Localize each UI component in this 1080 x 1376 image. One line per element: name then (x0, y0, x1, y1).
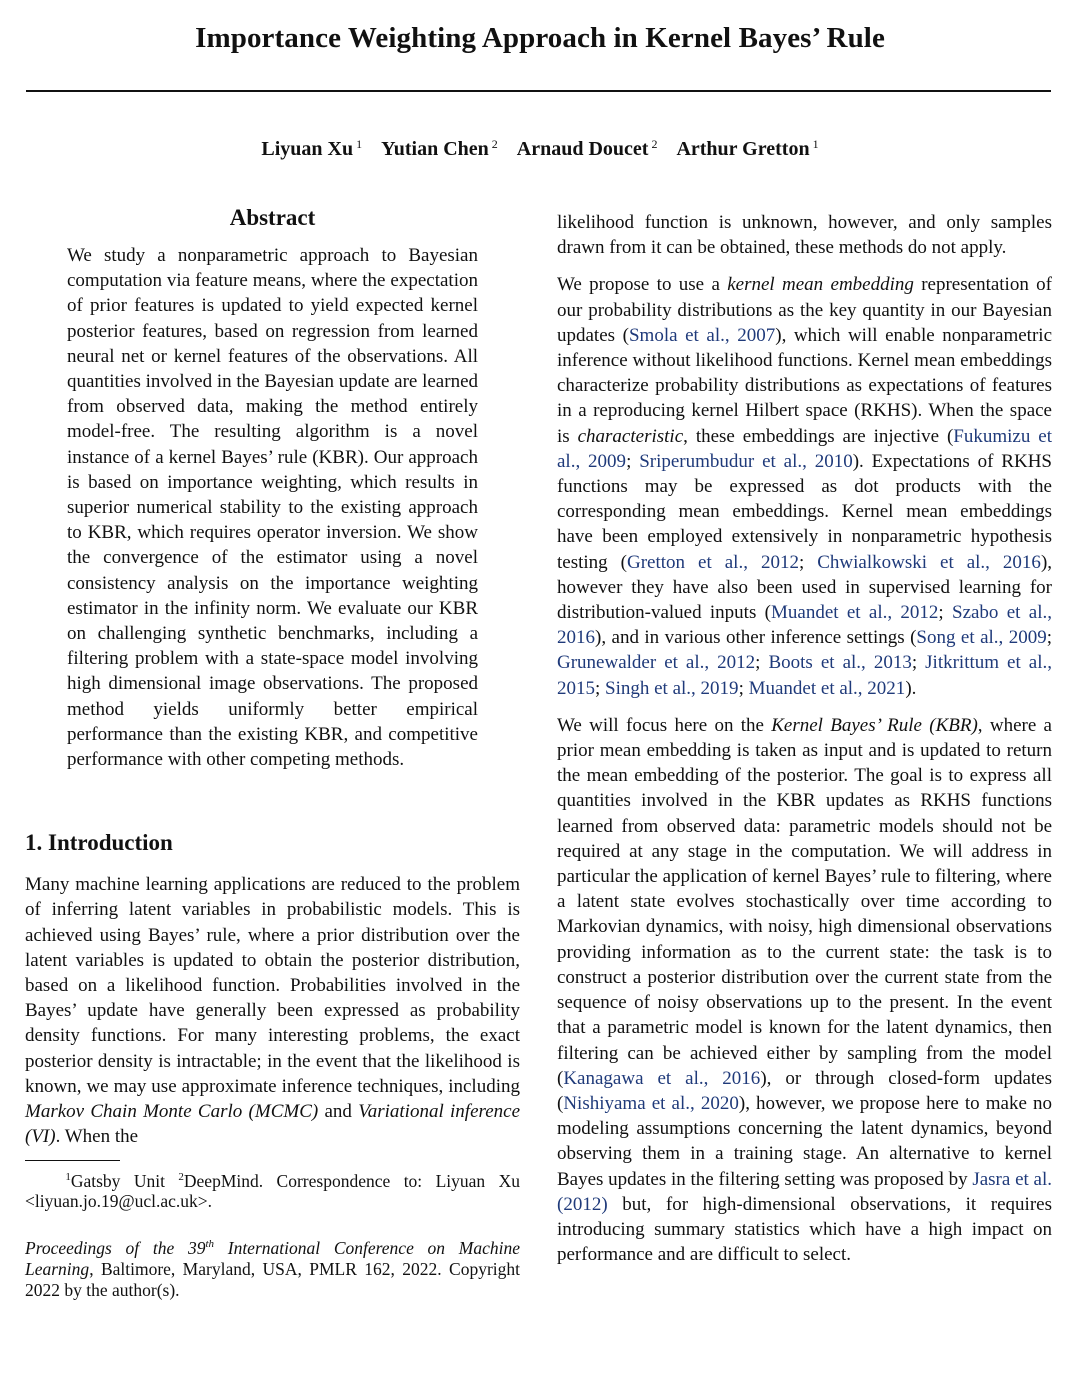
citation-link[interactable]: Boots et al., 2013 (768, 652, 912, 674)
text-run: ; (738, 677, 749, 699)
text-run: ; (1046, 627, 1053, 649)
text-run: , where a prior mean embedding is taken as input and is updated to return the mean embedding of the posterior. The goal is to express all quantities involved in the KBR updates as RKHS functions learned from observed data: parametric models should not be required at any stage in the computation. We will address in particular the application of kernel Bayes’ rule to filtering, where a latent state evolves stochastically over time according to Markovian dynamics, with noisy, high dimensional observations providing information as to the current state: the task is to construct a posterior distribution over the current state from the sequence of noisy observations up to the present. In the event that a parametric model is known for the latent dynamics, then filtering can be achieved either by sampling from the model ( (557, 714, 1052, 1089)
emphasis-term: Markov Chain Monte Carlo (MCMC) (25, 1101, 319, 1123)
text-run: , Baltimore, Maryland, USA, PMLR 162, 2022. Copyright 2022 by the author(s). (25, 1259, 520, 1301)
emphasis-term: Kernel Bayes’ Rule (KBR) (771, 714, 978, 736)
proceedings-note (25, 1234, 520, 1301)
text-run: Proceedings of the 39 (25, 1238, 206, 1259)
text-run: ; (938, 602, 952, 624)
citation-link[interactable]: Sriperumbudur et al., 2010 (639, 450, 853, 472)
section-heading-introduction: 1. Introduction (25, 830, 173, 856)
author-affiliation: 2 (491, 137, 498, 151)
body-paragraph (557, 272, 1052, 700)
citation-link[interactable]: Jitkrittum et al., 2015 (557, 652, 1053, 699)
text-run: . When the (55, 1126, 139, 1148)
citation-link[interactable]: Jasra et al. (2012) (557, 1168, 1052, 1215)
text-run: and (318, 1101, 359, 1123)
text-run: International Conference on Machine Learning (25, 1238, 520, 1280)
abstract-heading: Abstract (229, 205, 316, 230)
author-affiliation: 1 (356, 137, 363, 151)
text-run: ). Expectations of RKHS functions may be expressed as dot products with the corresponding mean embeddings. Kernel mean embeddings have been employed extensively in nonparametric hypothesis testing ( (557, 450, 1052, 573)
citation-link[interactable]: Singh et al., 2019 (605, 677, 739, 699)
text-run: ), or through closed-form updates ( (557, 1067, 1052, 1114)
author (517, 138, 658, 160)
citation-link[interactable]: Szabo et al., 2016 (557, 602, 1052, 649)
intro-paragraph (25, 872, 520, 1149)
abstract-text: We study a nonparametric approach to Bayesian computation via feature means, where the expectation of prior features is updated to yield expected kernel posterior features, based on regression from learned neural net or kernel features of the observations. All quantities involved in the Bayesian update are learned from observed data, making the method entirely model-free. The resulting algorithm is a novel instance of a kernel Bayes’ rule (KBR). Our approach is based on importance weighting, which results in superior numerical stability to the existing approach to KBR, which requires operator inversion. We show the convergence of the estimator using a novel consistency analysis on the importance weighting estimator in the infinity norm. We evaluate our KBR on challenging synthetic benchmarks, including a filtering problem with a state-space model involving high dimensional image observations. The proposed method yields uniformly better empirical performance than the existing KBR, and competitive performance with other competing methods. (67, 245, 478, 771)
text-run: ; (626, 450, 640, 472)
citation-link[interactable]: Grunewalder et al., 2012 (557, 652, 756, 674)
text-run: ), and in various other inference settings ( (595, 627, 917, 649)
author-affiliation: 1 (812, 137, 819, 151)
paper-title: Importance Weighting Approach in Kernel Bayes’ Rule (195, 22, 885, 54)
title-rule (26, 90, 1051, 92)
text-run: ; (798, 551, 818, 573)
author (261, 138, 362, 160)
text-run: , these embeddings are injective ( (683, 425, 954, 447)
citation-link[interactable]: Fukumizu et al., 2009 (557, 425, 1052, 472)
author-affiliation: 2 (651, 137, 658, 151)
affiliation-footnote (25, 1167, 520, 1213)
text-run: Many machine learning applications are reduced to the problem of inferring latent variables in probabilistic models. This is achieved using Bayes’ rule, where a prior distribution over the latent variables is updated to obtain the posterior distribution, based on a likelihood function. Probabilities involved in the Bayes’ update have generally been expressed as probability density functions. For many interesting problems, the exact posterior density is intractable; in the event that the likelihood is known, we may use approximate inference techniques, including (25, 874, 520, 1097)
text-run: DeepMind. Correspondence to: Liyuan Xu <liyuan.jo.19@ucl.ac.uk>. (25, 1170, 520, 1212)
author (381, 138, 498, 160)
author (676, 138, 818, 160)
body-paragraph (557, 713, 1052, 1267)
text-run: We will focus here on the (557, 714, 772, 736)
emphasis-term: Variational inference (VI) (25, 1101, 521, 1148)
ordinal-suffix: th (205, 1238, 215, 1251)
body-paragraph: likelihood function is unknown, however, and only samples drawn from it can be obtained, these methods do not apply. (557, 212, 1052, 259)
text-run: ), which will enable nonparametric inference without likelihood functions. Kernel mean embeddings characterize probability distributions as expectations of features in a reproducing kernel Hilbert space (RKHS). When the space is (557, 324, 1053, 447)
citation-link[interactable]: Gretton et al., 2012 (627, 551, 799, 573)
citation-link[interactable]: Chwialkowski et al., 2016 (817, 551, 1041, 573)
citation-link[interactable]: Muandet et al., 2012 (771, 602, 939, 624)
text-run: ). (905, 677, 917, 699)
author-name: Liyuan Xu (261, 138, 354, 160)
right-column (557, 210, 1052, 1267)
citation-link[interactable]: Muandet et al., 2021 (748, 677, 906, 699)
text-run: ; (911, 652, 926, 674)
citation-link[interactable]: Nishiyama et al., 2020 (563, 1092, 739, 1114)
author-list (0, 137, 1080, 161)
text-run: ; (755, 652, 769, 674)
text-run: ; (595, 677, 606, 699)
footnote-rule (25, 1160, 120, 1161)
emphasis-term: characteristic (577, 425, 684, 447)
author-name: Arnaud Doucet (516, 138, 649, 160)
text-run: representation of our probability distributions as the key quantity in our Bayesian updates ( (557, 274, 1053, 346)
left-column (25, 205, 520, 1301)
emphasis-term: kernel mean embedding (727, 274, 914, 296)
footnote-marker: 2 (178, 1170, 184, 1183)
author-name: Arthur Gretton (676, 138, 810, 160)
text-run: but, for high-dimensional observations, it requires introducing summary statistics which have a high impact on performance and are difficult to select. (557, 1193, 1052, 1266)
citation-link[interactable]: Song et al., 2009 (916, 627, 1047, 649)
footnote-marker: 1 (65, 1170, 71, 1183)
citation-link[interactable]: Smola et al., 2007 (628, 324, 776, 346)
citation-link[interactable]: Kanagawa et al., 2016 (563, 1067, 761, 1089)
text-run: ), however, we propose here to make no modeling assumptions concerning the latent dynamics, beyond observing them in a training stage. An alternative to kernel Bayes updates in the filtering setting was proposed by (557, 1092, 1052, 1190)
text-run: ), however they have also been used in supervised learning for distribution-valued inputs ( (557, 551, 1053, 624)
author-name: Yutian Chen (381, 138, 489, 160)
text-run: Gatsby Unit (70, 1170, 179, 1191)
text-run: We propose to use a (557, 274, 728, 296)
